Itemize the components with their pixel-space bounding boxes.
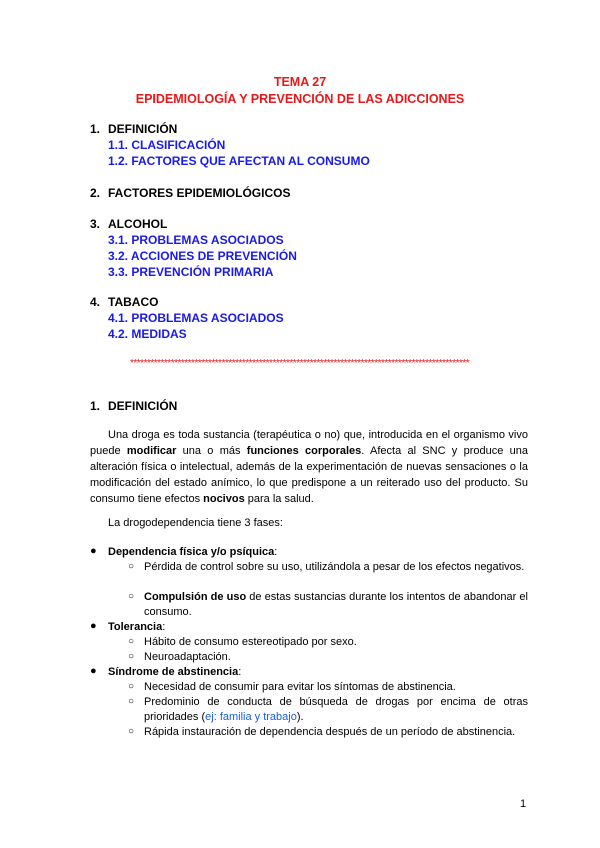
phase-3-item-1: Necesidad de consumir para evitar los síntomas de abstinencia. (144, 681, 456, 693)
colon: : (238, 666, 242, 678)
toc-sub-1-2: 1.2. FACTORES QUE AFECTAN AL CONSUMO (108, 154, 370, 168)
phase-1 (108, 545, 277, 560)
circle-bullet-icon: ○ (128, 696, 135, 707)
circle-bullet-icon: ○ (128, 636, 135, 647)
circle-bullet-icon: ○ (128, 651, 135, 662)
toc-num-2: 2. (90, 186, 101, 200)
section-heading: DEFINICIÓN (108, 399, 178, 413)
toc-item-definicion: DEFINICIÓN (108, 122, 178, 136)
colon: : (162, 621, 166, 633)
document-title: EPIDEMIOLOGÍA Y PREVENCIÓN DE LAS ADICCIONES (135, 92, 465, 106)
toc-sub-4-2: 4.2. MEDIDAS (108, 327, 187, 341)
toc-num-1: 1. (90, 122, 101, 136)
section-number: 1. (90, 399, 101, 413)
bold-funciones: funciones corporales (246, 445, 362, 457)
phase-2-title: Tolerancia (108, 621, 163, 633)
text-run: Una droga es toda sustancia (terapéutica o no) que, introducida en el organismo vivo puede (90, 429, 528, 457)
text-run: de estas sustancias durante los intentos de abandonar el consumo. (144, 591, 528, 618)
phase-1-item-1: Pérdida de control sobre su uso, utilizándola a pesar de los efectos negativos. (144, 561, 525, 573)
text-run: ). (296, 711, 304, 723)
toc-sub-3-2: 3.2. ACCIONES DE PREVENCIÓN (108, 249, 297, 263)
bullet-icon: ● (90, 620, 97, 632)
phase-1-title: Dependencia física y/o psíquica (108, 546, 275, 558)
bold-modificar: modificar (126, 445, 177, 457)
phase-2-item-1: Hábito de consumo estereotipado por sexo. (144, 636, 357, 648)
toc-num-3: 3. (90, 217, 101, 231)
bold-compulsion: Compulsión de uso (144, 591, 247, 603)
tema-label: TEMA 27 (273, 75, 327, 89)
bold-nocivos: nocivos (203, 493, 245, 505)
toc-item-factores: FACTORES EPIDEMIOLÓGICOS (108, 186, 291, 200)
toc-item-tabaco: TABACO (108, 295, 159, 309)
separator-line: **************************************************************************************************** (130, 358, 470, 369)
text-run: para la salud. (244, 493, 314, 505)
circle-bullet-icon: ○ (128, 681, 135, 692)
phase-3 (108, 665, 241, 680)
toc-num-4: 4. (90, 295, 101, 309)
text-run: Predominio de conducta de búsqueda de drogas por encima de otras prioridades ( (144, 696, 528, 723)
phase-3-item-3: Rápida instauración de dependencia después de un período de abstinencia. (144, 726, 516, 738)
phase-3-title: Síndrome de abstinencia (108, 666, 239, 678)
toc-sub-4-1: 4.1. PROBLEMAS ASOCIADOS (108, 311, 284, 325)
definition-paragraph (90, 427, 528, 507)
text-run: . Afecta al SNC y produce una alteración física o intelectual, además de la experimentación de nuevas sensaciones o la modificación del estado anímico, lo que predispone a un reiterado uso del producto. Su consumo tiene efectos (90, 445, 528, 505)
toc-sub-3-3: 3.3. PREVENCIÓN PRIMARIA (108, 265, 274, 279)
circle-bullet-icon: ○ (128, 726, 135, 737)
bullet-icon: ● (90, 665, 97, 677)
example-link: ej: familia y trabajo (205, 711, 297, 723)
phase-2 (108, 620, 165, 635)
circle-bullet-icon: ○ (128, 591, 135, 602)
phase-3-item-2 (144, 695, 528, 725)
text-run: una o más (176, 445, 247, 457)
phase-1-item-2 (144, 590, 528, 620)
page-number: 1 (520, 798, 527, 810)
colon: : (274, 546, 278, 558)
phases-intro: La drogodependencia tiene 3 fases: (108, 517, 283, 529)
toc-sub-1-1: 1.1. CLASIFICACIÓN (108, 138, 226, 152)
bullet-icon: ● (90, 545, 97, 557)
toc-sub-3-1: 3.1. PROBLEMAS ASOCIADOS (108, 233, 284, 247)
toc-item-alcohol: ALCOHOL (108, 217, 168, 231)
phase-2-item-2: Neuroadaptación. (144, 651, 231, 663)
circle-bullet-icon: ○ (128, 561, 135, 572)
